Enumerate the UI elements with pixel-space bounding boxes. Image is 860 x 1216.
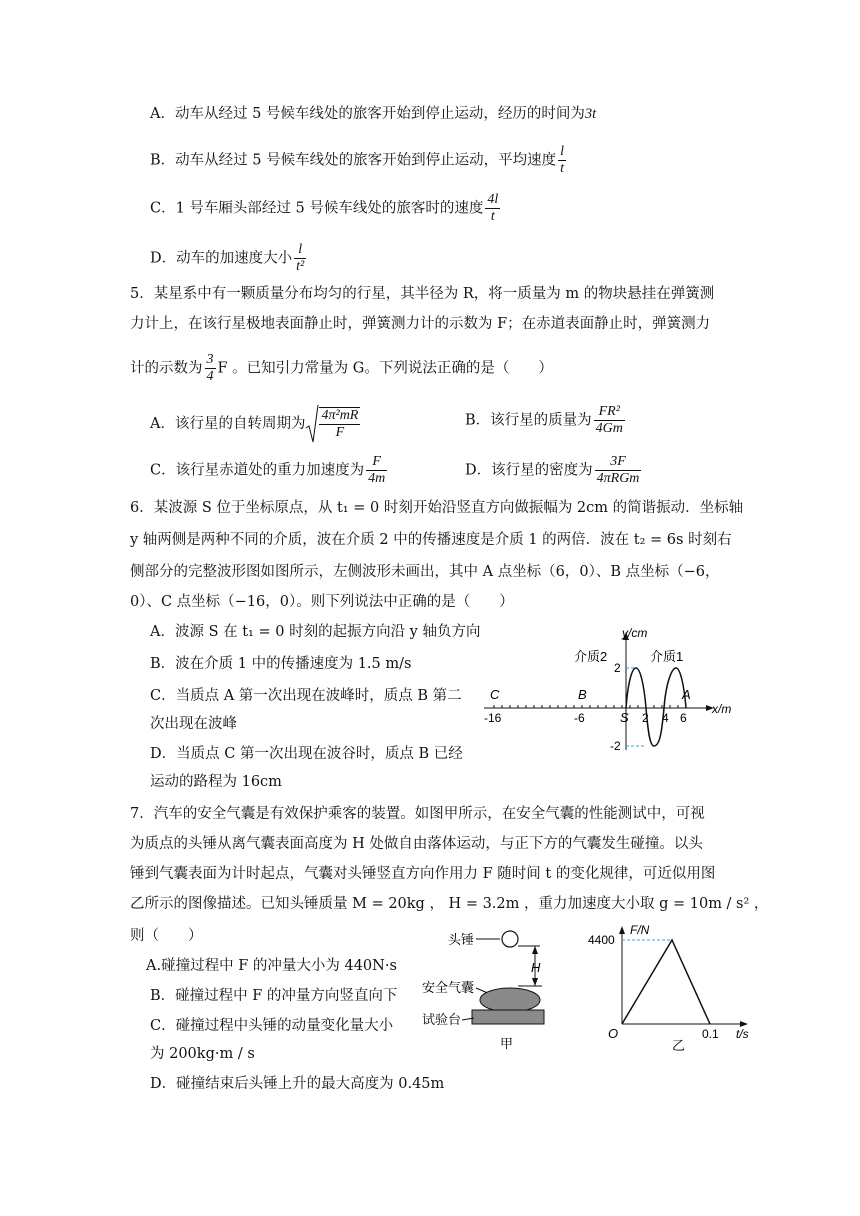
q6-y-tick-minus-2: -2 (610, 739, 621, 752)
q7-t-end-label: 0.1 (702, 1027, 719, 1041)
q6-wave-graph (478, 622, 740, 752)
q7-option-c-line-2: 为 200kg·m / s (150, 1046, 255, 1062)
q6-wave-curve (626, 668, 686, 746)
q7-platform-label: 试验台 (422, 1012, 462, 1027)
q6-tick-4: 4 (662, 711, 669, 725)
q6-point-b-label: B (578, 687, 587, 702)
q7-head-hammer (502, 931, 518, 947)
q5-option-b: B．该行星的质量为 $\frac{\text{FR²}}{4Gm}$ (465, 404, 623, 436)
q4-option-d-fraction: $\frac{l}{\text{t²}}$ (296, 242, 305, 274)
q7-airbag-label: 安全气囊 (422, 980, 475, 995)
q6-tick-minus-16: -16 (484, 711, 502, 725)
q6-stem-line-4: 0）、C 点坐标（−16，0）。则下列说法中正确的是（ ） (130, 594, 514, 610)
q7-airbag (480, 988, 540, 1012)
q6-point-c-label: C (490, 687, 500, 702)
q6-tick-minus-6: -6 (574, 711, 585, 725)
q7-caption-jia: 甲 (500, 1036, 514, 1051)
q6-option-b: B．波在介质 1 中的传播速度为 1.5 m/s (150, 656, 412, 672)
q6-tick-2: 2 (642, 711, 649, 725)
q6-x-axis-label: x/m (712, 702, 732, 716)
q4-option-a: A．动车从经过 5 号候车线处的旅客开始到停止运动，经历的时间为3t (150, 106, 597, 122)
q7-option-a: A.碰撞过程中 F 的冲量大小为 440N·s (146, 958, 397, 974)
q5-three-quarters-fraction: $\frac{3}{4}$ (206, 352, 214, 384)
q5-option-c: C．该行星赤道处的重力加速度为 $\frac{F}{4m}$ (150, 454, 386, 486)
q7-caption-yi: 乙 (672, 1038, 686, 1053)
q4-option-a-value: 3t (584, 106, 597, 122)
q6-y-tick-2: 2 (614, 661, 621, 675)
q5-stem-line-1: 5．某星系中有一颗质量分布均匀的行星，其半径为 R，将一质量为 m 的物块悬挂在弹簧测 (130, 286, 715, 302)
q7-option-d: D．碰撞结束后头锤上升的最大高度为 0.45m (150, 1076, 445, 1092)
q6-option-c-line-1: C．当质点 A 第一次出现在波峰时，质点 B 第二 (150, 688, 462, 704)
q4-option-c-fraction: $\frac{4l}{t}$ (487, 192, 499, 224)
q6-point-s-label: S (620, 710, 629, 725)
q6-point-a-label: A (682, 687, 691, 702)
q7-stem-line-2: 为质点的头锤从离气囊表面高度为 H 处做自由落体运动，与正下方的气囊发生碰撞。以头 (130, 836, 703, 852)
q6-y-axis-label: y/cm (622, 626, 648, 640)
q7-time-axis-label: t/s (736, 1027, 749, 1041)
q5-option-c-fraction: $\frac{F}{4m}$ (368, 454, 386, 486)
q6-tick-6: 6 (680, 711, 687, 725)
q5-option-d: D．该行星的密度为 $\frac{3F}{\text{4πRGm}}$ (465, 454, 640, 486)
q7-peak-force-label: 4400 (588, 933, 615, 947)
q7-stem-line-3: 锤到气囊表面为计时起点，气囊对头锤竖直方向作用力 F 随时间 t 的变化规律，可近似用图 (130, 866, 716, 882)
q6-option-d-line-2: 运动的路程为 16cm (150, 774, 282, 790)
q7-head-label: 头锤 (448, 932, 475, 947)
q7-option-c-line-1: C．碰撞过程中头锤的动量变化量大小 (150, 1018, 394, 1034)
q7-test-platform (472, 1010, 544, 1024)
q5-option-a-sqrt: $\frac{\text{4π²mR}}{F}$ (305, 404, 362, 444)
q7-stem-line-1: 7．汽车的安全气囊是有效保护乘客的装置。如图甲所示，在安全气囊的性能测试中，可视 (130, 806, 705, 822)
q5-stem-line-3: 计的示数为 $\frac{3}{4}$ F 。已知引力常量为 G。下列说法正确的是（ ） (130, 352, 553, 384)
q4-option-b: B．动车从经过 5 号候车线处的旅客开始到停止运动，平均速度 $\frac{l}{t}$ (150, 144, 564, 176)
q6-medium-1-label: 介质1 (650, 649, 684, 664)
q7-force-curve (622, 940, 710, 1024)
q6-stem-line-1: 6．某波源 S 位于坐标原点，从 t₁ = 0 时刻开始沿竖直方向做振幅为 2cm 的简谐振动．坐标轴 (130, 500, 744, 516)
q7-option-b: B．碰撞过程中 F 的冲量方向竖直向下 (150, 988, 398, 1004)
q5-option-d-fraction: $\frac{3F}{\text{4πRGm}}$ (596, 454, 640, 486)
q5-option-a: A．该行星的自转周期为 $\frac{\text{4π²mR}}{F}$ (150, 404, 362, 444)
q7-origin-label: O (608, 1026, 619, 1041)
q6-option-a: A．波源 S 在 t₁ = 0 时刻的起振方向沿 y 轴负方向 (150, 624, 481, 640)
q6-option-d-line-1: D．当质点 C 第一次出现在波谷时，质点 B 已经 (150, 746, 463, 762)
q6-stem-line-2: y 轴两侧是两种不同的介质，波在介质 2 中的传播速度是介质 1 的两倍．波在 t₂ = 6s 时刻右 (130, 532, 732, 548)
q7-figure-jia (418, 924, 552, 1054)
q7-stem-line-4: 乙所示的图像描述。已知头锤质量 M = 20kg ， H = 3.2m ，重力加速度大小取 g = 10m / s² ， (130, 896, 769, 912)
q7-figure-yi (584, 920, 760, 1054)
q5-option-b-fraction: $\frac{\text{FR²}}{4Gm}$ (595, 404, 623, 436)
q7-stem-line-5: 则（ ） (130, 928, 203, 944)
q4-option-c: C．1 号车厢头部经过 5 号候车线处的旅客时的速度 $\frac{4l}{t}$ (150, 192, 499, 224)
q4-option-d: D．动车的加速度大小 $\frac{l}{\text{t²}}$ (150, 242, 305, 274)
q6-medium-2-label: 介质2 (574, 649, 608, 664)
q7-height-label: H (531, 960, 541, 975)
q6-stem-line-3: 侧部分的完整波形图如图所示，左侧波形未画出，其中 A 点坐标（6，0）、B 点坐标（−6， (130, 564, 720, 580)
q6-option-c-line-2: 次出现在波峰 (150, 716, 237, 732)
q5-stem-line-2: 力计上，在该行星极地表面静止时，弹簧测力计的示数为 F；在赤道表面静止时，弹簧测力 (130, 316, 711, 332)
q4-option-b-fraction: $\frac{l}{t}$ (560, 144, 564, 176)
q7-force-axis-label: F/N (630, 923, 650, 937)
